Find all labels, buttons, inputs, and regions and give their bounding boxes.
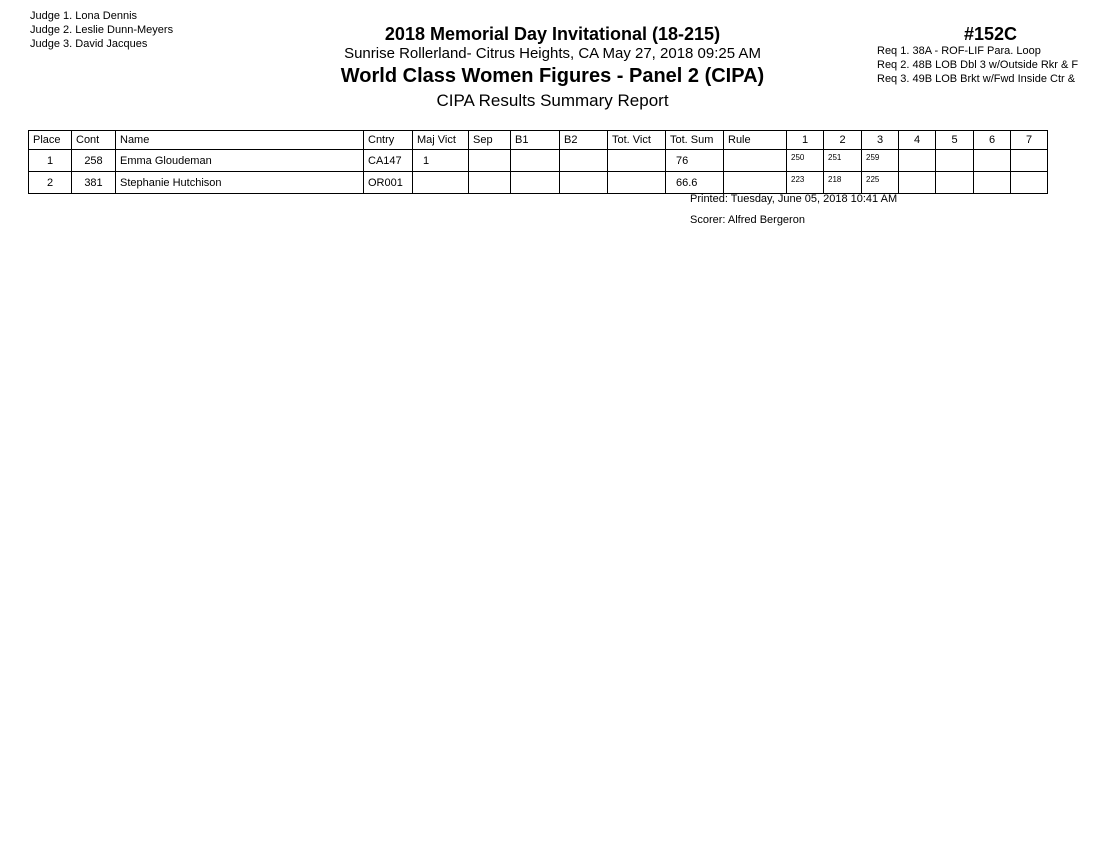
column-header: 5 bbox=[936, 131, 974, 150]
column-header: Name bbox=[116, 131, 364, 150]
table-cell: 2 bbox=[29, 172, 72, 194]
table-cell bbox=[511, 172, 560, 194]
event-code: #152C bbox=[964, 24, 1018, 44]
table-cell: 381 bbox=[72, 172, 116, 194]
header-row bbox=[29, 131, 1048, 150]
column-header: Tot. Vict bbox=[608, 131, 666, 150]
table-cell: 218 bbox=[824, 172, 862, 194]
table-cell bbox=[936, 150, 974, 172]
table-cell: Emma Gloudeman bbox=[116, 150, 364, 172]
venue-date: Sunrise Rollerland- Citrus Heights, CA May 27, 2018 09:25 AM bbox=[344, 45, 761, 62]
table-cell bbox=[608, 150, 666, 172]
requirement-3: Req 3. 49B LOB Brkt w/Fwd Inside Ctr & bbox=[877, 73, 1076, 85]
table-cell: 250 bbox=[787, 150, 824, 172]
requirement-1: Req 1. 38A - ROF-LIF Para. Loop bbox=[877, 45, 1041, 57]
column-header: 7 bbox=[1011, 131, 1048, 150]
table-cell: 1 bbox=[29, 150, 72, 172]
column-header: 3 bbox=[862, 131, 899, 150]
table-cell bbox=[899, 150, 936, 172]
column-header: 1 bbox=[787, 131, 824, 150]
table-cell bbox=[469, 150, 511, 172]
scorer: Scorer: Alfred Bergeron bbox=[690, 214, 805, 226]
printed-date: Printed: Tuesday, June 05, 2018 10:41 AM bbox=[690, 193, 898, 205]
column-header: Cont bbox=[72, 131, 116, 150]
table-cell: 223 bbox=[787, 172, 824, 194]
table-cell bbox=[608, 172, 666, 194]
table-cell: 259 bbox=[862, 150, 899, 172]
event-title: 2018 Memorial Day Invitational (18-215) bbox=[384, 24, 721, 44]
table-cell bbox=[560, 172, 608, 194]
table-cell bbox=[469, 172, 511, 194]
table-cell bbox=[974, 172, 1011, 194]
table-cell bbox=[724, 150, 787, 172]
results-table bbox=[28, 130, 1048, 194]
table-cell: CA147 bbox=[364, 150, 413, 172]
column-header: Maj Vict bbox=[413, 131, 469, 150]
table-row bbox=[29, 172, 1048, 194]
table-cell bbox=[974, 150, 1011, 172]
table-cell bbox=[1011, 172, 1048, 194]
table-row bbox=[29, 150, 1048, 172]
column-header: Rule bbox=[724, 131, 787, 150]
judge-1: Judge 1. Lona Dennis bbox=[30, 10, 138, 22]
category-title: World Class Women Figures - Panel 2 (CIPA) bbox=[340, 65, 765, 87]
table-cell: 76 bbox=[666, 150, 724, 172]
table-cell: 225 bbox=[862, 172, 899, 194]
table-cell bbox=[560, 150, 608, 172]
table-cell: 1 bbox=[413, 150, 469, 172]
column-header: Sep bbox=[469, 131, 511, 150]
requirements-list bbox=[877, 44, 1078, 86]
column-header: B1 bbox=[511, 131, 560, 150]
requirement-2: Req 2. 48B LOB Dbl 3 w/Outside Rkr & F bbox=[877, 59, 1079, 71]
table-cell: OR001 bbox=[364, 172, 413, 194]
table-cell bbox=[413, 172, 469, 194]
column-header: 2 bbox=[824, 131, 862, 150]
table-cell bbox=[1011, 150, 1048, 172]
column-header: Place bbox=[29, 131, 72, 150]
judge-2: Judge 2. Leslie Dunn-Meyers bbox=[30, 24, 174, 36]
column-header: 6 bbox=[974, 131, 1011, 150]
column-header: B2 bbox=[560, 131, 608, 150]
column-header: 4 bbox=[899, 131, 936, 150]
table-cell: 66.6 bbox=[666, 172, 724, 194]
table-cell bbox=[936, 172, 974, 194]
table-cell: 258 bbox=[72, 150, 116, 172]
table-cell: 251 bbox=[824, 150, 862, 172]
table-cell bbox=[899, 172, 936, 194]
judge-3: Judge 3. David Jacques bbox=[30, 38, 148, 50]
report-title: CIPA Results Summary Report bbox=[436, 91, 669, 110]
column-header: Cntry bbox=[364, 131, 413, 150]
column-header: Tot. Sum bbox=[666, 131, 724, 150]
table-cell: Stephanie Hutchison bbox=[116, 172, 364, 194]
table-cell bbox=[511, 150, 560, 172]
table-cell bbox=[724, 172, 787, 194]
